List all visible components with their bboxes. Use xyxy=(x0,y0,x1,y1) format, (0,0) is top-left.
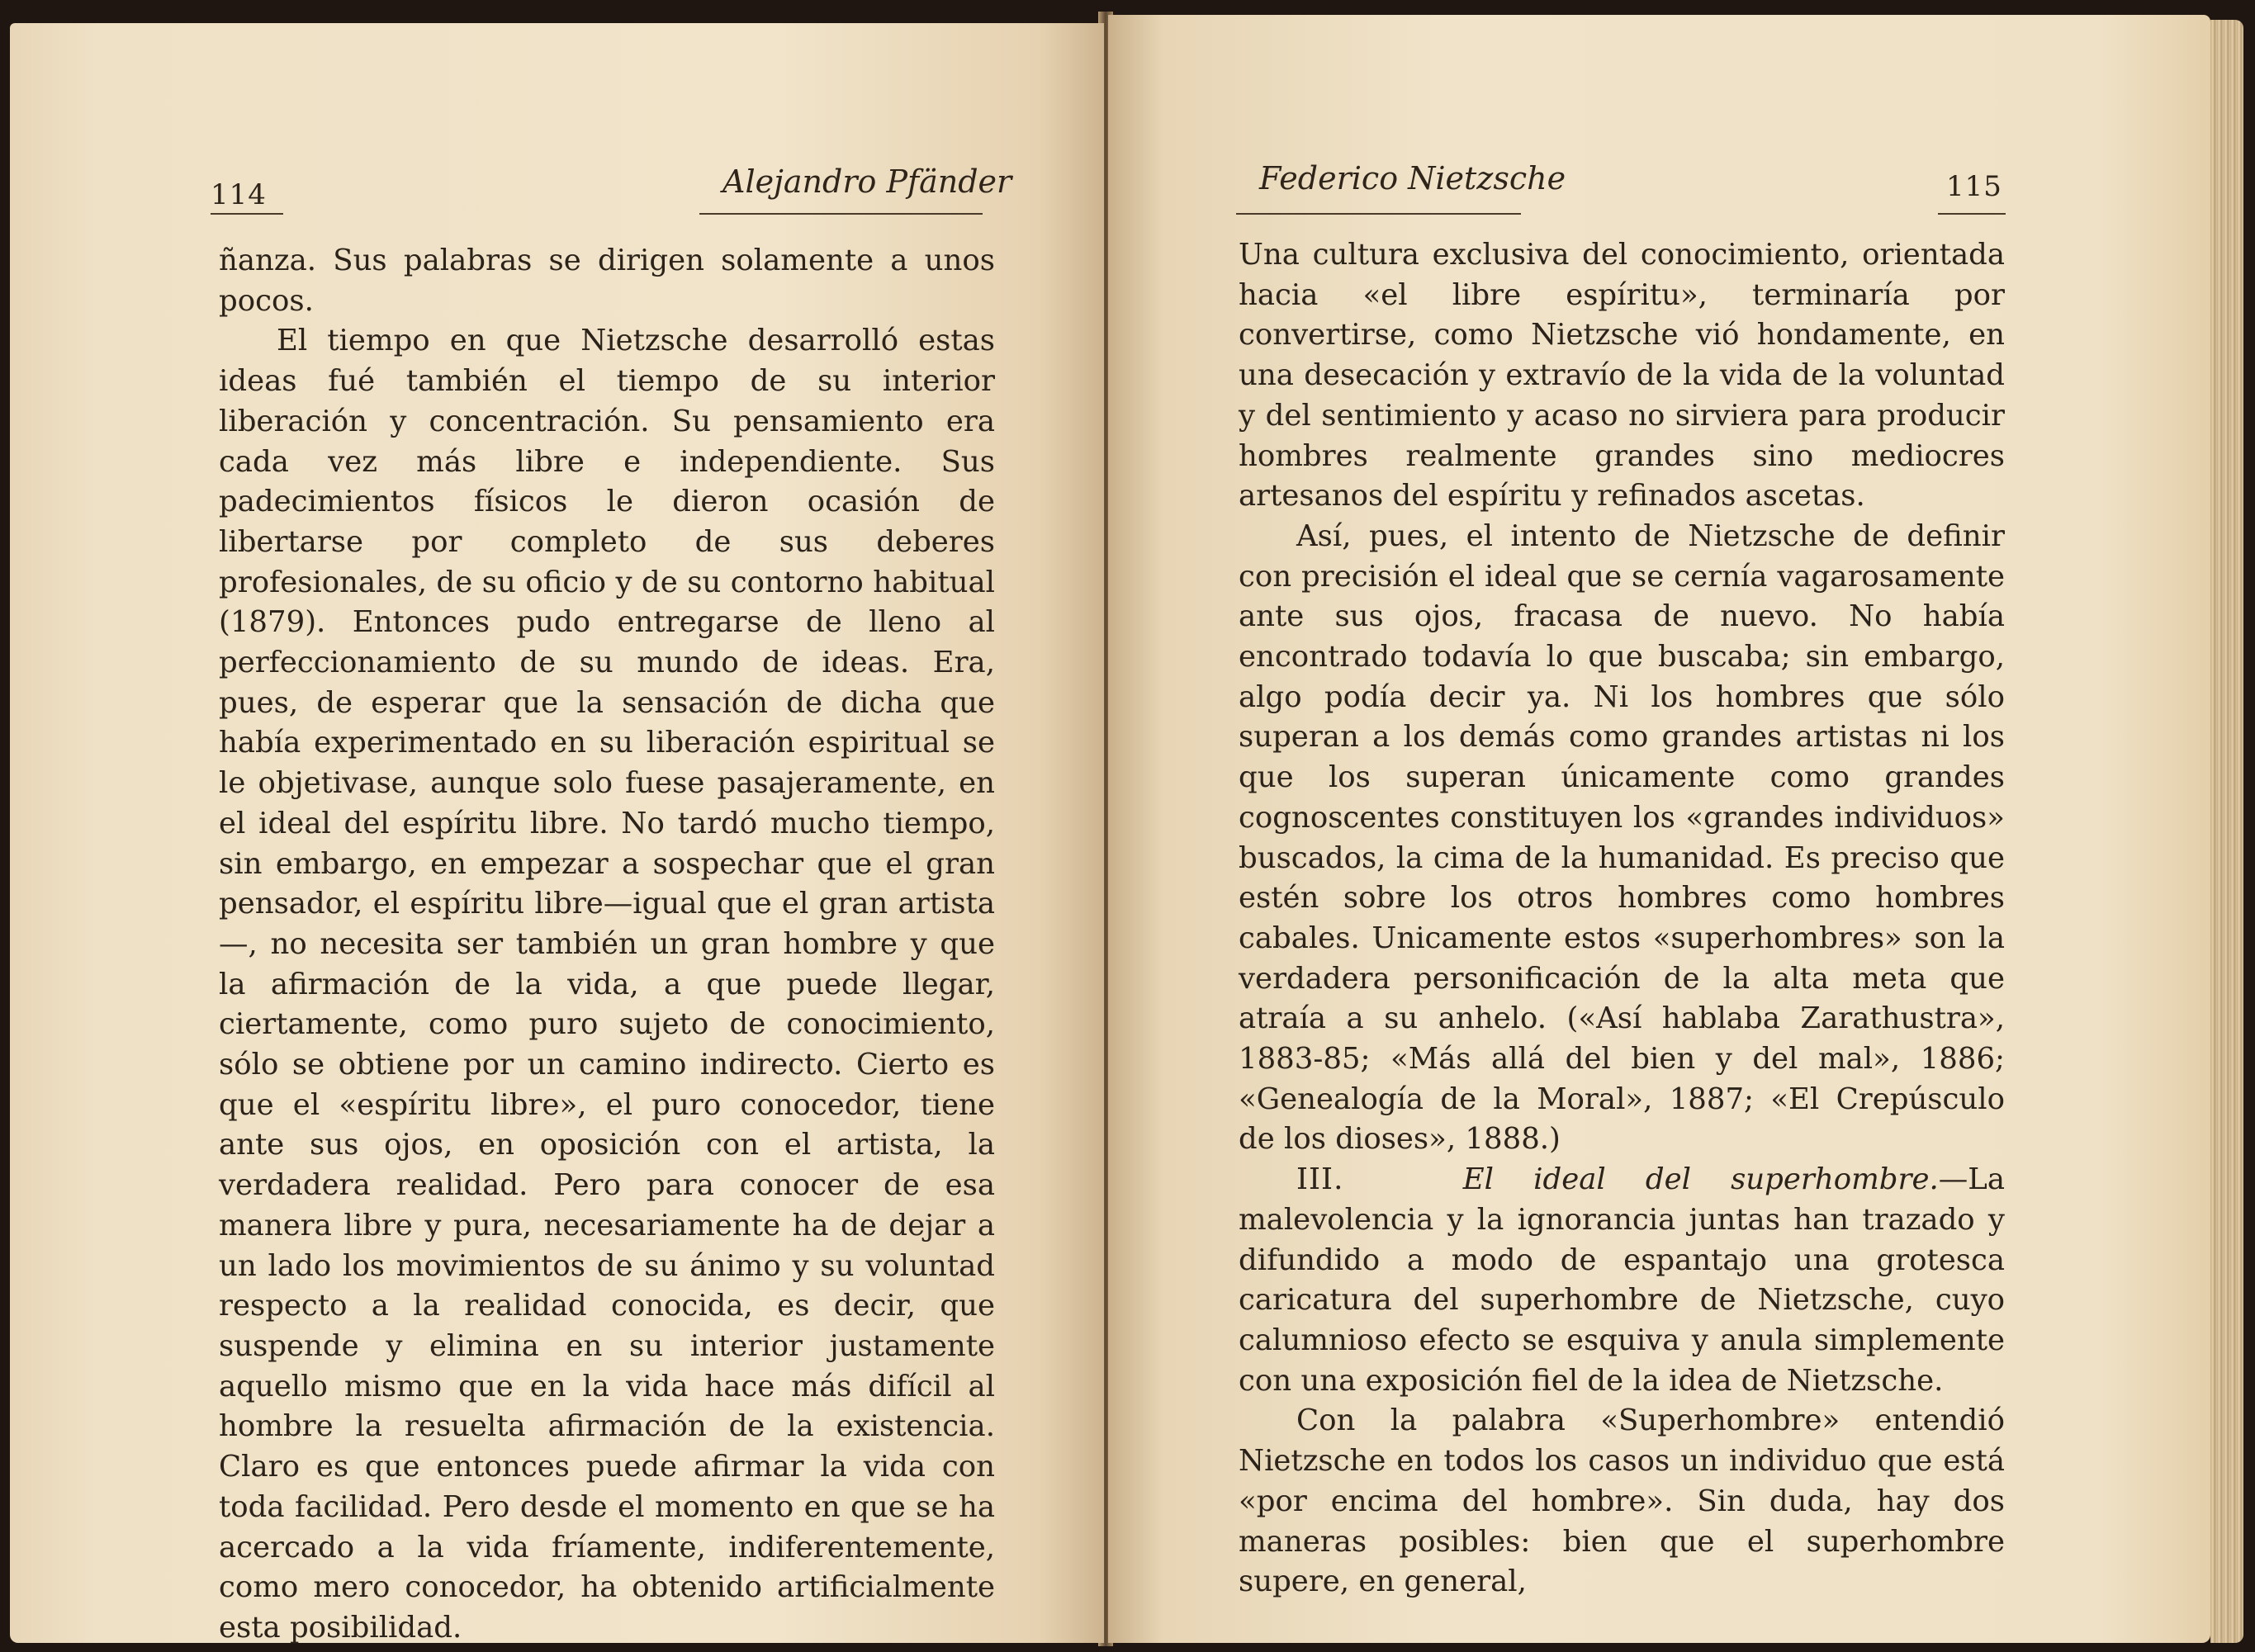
page-edges xyxy=(2210,20,2243,1643)
left-running-head-rule xyxy=(699,213,983,215)
right-paragraph: Así, pues, el intento de Nietzsche de definir con precisión el ideal que se cernía vagarosamente ante sus ojos, fracasa de nuevo. No había encontrado todavía lo que buscaba; sin embargo, algo podía decir ya. Ni los hombres que sólo superan a los demás como grandes artistas ni los que los superan únicamente como grandes cognoscentes constituyen los «grandes individuos» buscados, la cima de la humanidad. Es preciso que estén sobre los otros hombres como hombres cabales. Unicamente estos «superhombres» son la verdadera personificación de la alta meta que atraía a su anhelo. («Así hablaba Zarathustra», 1883-85; «Más allá del bien y del mal», 1886; «Genealogía de la Moral», 1887; «El Crepúsculo de los dioses», 1888.) xyxy=(1239,518,2005,1157)
right-page-body xyxy=(1239,235,2005,1602)
right-page-header xyxy=(1236,162,2008,215)
right-running-head-rule xyxy=(1236,213,1521,215)
right-page-number: 115 xyxy=(1946,170,2002,203)
left-running-head: Alejandro Pfänder xyxy=(722,163,1012,200)
left-page-header xyxy=(211,162,1012,215)
left-paragraph: El tiempo en que Nietzsche desarrolló estas ideas fué también el tiempo de su interior liberación y concentración. Su pensamiento era cada vez más libre e independiente. Sus padecimientos físicos le dieron ocasión de libertarse por completo de sus deberes profesionales, de su oficio y de su contorno habitual (1879). Entonces pudo entregarse de lleno al perfeccionamiento de su mundo de ideas. Era, pues, de esperar que la sensación de dicha que había experimentado en su liberación espiritual se le objetivase, aunque solo fuese pasajeramente, en el ideal del espíritu libre. No tardó mucho tiempo, sin embargo, en empezar a sospechar que el gran pensador, el espíritu libre—igual que el gran artista—, no necesita ser también un gran hombre y que la afirmación de la vida, a que puede llegar, ciertamente, como puro sujeto de conocimiento, sólo se obtiene por un camino indirecto. Cierto es que el «espíritu libre», el puro conocedor, tiene ante sus ojos, en oposición con el artista, la verdadera realidad. Pero para conocer de esa manera libre y pura, necesariamente ha de dejar a un lado los movimientos de su ánimo y su voluntad respecto a la realidad conocida, es decir, que suspende y elimina en su interior justamente aquello mismo que en la vida hace más difícil al hombre la resuelta afirmación de la existencia. Claro es que entonces puede afirmar la vida con toda facilidad. Pero desde el momento en que se ha acercado a la vida fríamente, indiferentemente, como mero conocedor, ha obtenido artificialmente esta posibilidad. xyxy=(219,324,995,1645)
left-page-body xyxy=(219,241,995,1649)
section-text: —La malevolencia y la ignorancia juntas han trazado y difundido a modo de espantajo una grotesca caricatura del superhombre de Nietzsche, cuyo calumnioso efecto se esquiva y anula simplemente con una exposición fiel de la idea de Nietzsche. xyxy=(1239,1162,2005,1398)
left-paragraph: ñanza. Sus palabras se dirigen solamente a unos pocos. xyxy=(219,244,995,318)
right-paragraph: Una cultura exclusiva del conocimiento, orientada hacia «el libre espíritu», terminaría por convertirse, como Nietzsche vió hondamente, en una desecación y extravío de la vida de la voluntad y del sentimiento y acaso no sirviera para producir hombres realmente grandes sino mediocres artesanos del espíritu y refinados ascetas. xyxy=(1239,238,2005,514)
right-paragraph-last: Con la palabra «Superhombre» entendió Nietzsche en todos los casos un individuo que está «por encima del hombre». Sin duda, hay dos maneras posibles: bien que el superhombre supere, en general, xyxy=(1239,1403,2005,1599)
section-paragraph xyxy=(1239,1160,2005,1401)
left-page-number-rule xyxy=(211,213,283,215)
section-number: III. xyxy=(1296,1162,1344,1197)
right-page-number-rule xyxy=(1938,213,2006,215)
left-page-number: 114 xyxy=(211,178,267,211)
right-running-head: Federico Nietzsche xyxy=(1259,160,1566,196)
section-title: El ideal del superhombre. xyxy=(1462,1162,1939,1197)
